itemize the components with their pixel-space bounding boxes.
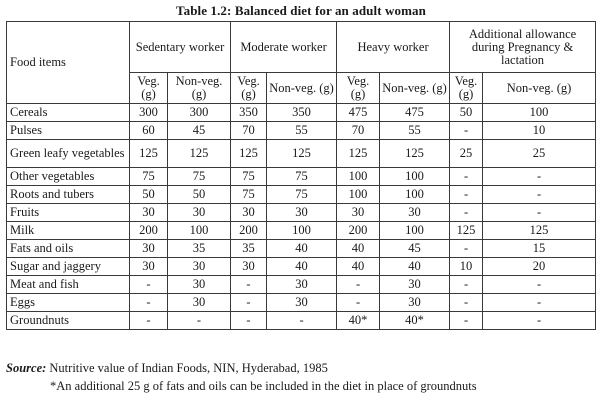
header-additional-allowance: Additional allowance during Pregnancy & lactation [450, 22, 596, 73]
cell: - [450, 312, 483, 330]
table-row [7, 312, 596, 330]
row-label: Milk [7, 222, 130, 240]
table-row [7, 294, 596, 312]
cell: 40 [337, 258, 380, 276]
cell: 125 [130, 140, 168, 168]
header-nonveg: Non-veg. (g) [380, 73, 450, 104]
cell: 40 [337, 240, 380, 258]
cell: 40 [267, 258, 337, 276]
cell: 75 [231, 168, 267, 186]
cell: 25 [450, 140, 483, 168]
cell: 475 [380, 104, 450, 122]
cell: 30 [337, 204, 380, 222]
cell: 100 [380, 168, 450, 186]
cell: 125 [231, 140, 267, 168]
cell: 200 [130, 222, 168, 240]
cell: - [231, 312, 267, 330]
cell: 60 [130, 122, 168, 140]
cell: 50 [130, 186, 168, 204]
cell: 50 [450, 104, 483, 122]
cell: - [450, 204, 483, 222]
header-moderate-worker: Moderate worker [231, 22, 337, 73]
header-veg: Veg. (g) [450, 73, 483, 104]
cell: 40* [380, 312, 450, 330]
row-label: Eggs [7, 294, 130, 312]
cell: 350 [231, 104, 267, 122]
row-label: Meat and fish [7, 276, 130, 294]
cell: 100 [267, 222, 337, 240]
header-heavy-worker: Heavy worker [337, 22, 450, 73]
cell: 100 [380, 186, 450, 204]
source-text: Nutritive value of Indian Foods, NIN, Hyderabad, 1985 [49, 361, 328, 375]
cell: 30 [231, 204, 267, 222]
cell: 125 [337, 140, 380, 168]
cell: 30 [130, 258, 168, 276]
table-row [7, 276, 596, 294]
cell: - [450, 276, 483, 294]
cell: 55 [267, 122, 337, 140]
cell: - [130, 312, 168, 330]
cell: 30 [380, 294, 450, 312]
cell: 30 [267, 294, 337, 312]
cell: - [483, 312, 596, 330]
cell: - [267, 312, 337, 330]
table-row [7, 168, 596, 186]
cell: - [337, 294, 380, 312]
cell: 15 [483, 240, 596, 258]
table-body [7, 104, 596, 330]
cell: - [450, 186, 483, 204]
cell: - [337, 276, 380, 294]
cell: - [483, 186, 596, 204]
cell: 350 [267, 104, 337, 122]
row-label: Fruits [7, 204, 130, 222]
cell: 300 [130, 104, 168, 122]
cell: 475 [337, 104, 380, 122]
row-label: Roots and tubers [7, 186, 130, 204]
cell: - [450, 122, 483, 140]
cell: 30 [168, 276, 231, 294]
cell: 40 [267, 240, 337, 258]
source-line [6, 361, 328, 376]
header-nonveg: Non-veg. (g) [168, 73, 231, 104]
row-label: Sugar and jaggery [7, 258, 130, 276]
cell: 20 [483, 258, 596, 276]
row-label: Green leafy vegetables [7, 140, 130, 168]
cell: 100 [337, 168, 380, 186]
cell: 30 [168, 258, 231, 276]
cell: 10 [450, 258, 483, 276]
cell: 75 [168, 168, 231, 186]
cell: 100 [380, 222, 450, 240]
cell: - [130, 294, 168, 312]
table-row [7, 140, 596, 168]
cell: 35 [231, 240, 267, 258]
header-sedentary-worker: Sedentary worker [130, 22, 231, 73]
row-label: Other vegetables [7, 168, 130, 186]
cell: 30 [168, 204, 231, 222]
cell: 30 [168, 294, 231, 312]
cell: 100 [168, 222, 231, 240]
cell: - [231, 276, 267, 294]
cell: 25 [483, 140, 596, 168]
cell: 200 [337, 222, 380, 240]
cell: - [483, 204, 596, 222]
cell: - [483, 276, 596, 294]
cell: 125 [168, 140, 231, 168]
table-row [7, 240, 596, 258]
row-label: Pulses [7, 122, 130, 140]
table-row [7, 258, 596, 276]
cell: 30 [267, 204, 337, 222]
cell: - [483, 168, 596, 186]
header-veg: Veg. (g) [130, 73, 168, 104]
source-label: Source: [6, 361, 47, 375]
table-row [7, 204, 596, 222]
cell: 30 [380, 204, 450, 222]
cell: 75 [130, 168, 168, 186]
footnote: *An additional 25 g of fats and oils can be included in the diet in place of groundnuts [50, 379, 477, 393]
cell: 70 [337, 122, 380, 140]
cell: 75 [231, 186, 267, 204]
cell: - [231, 294, 267, 312]
cell: 45 [380, 240, 450, 258]
cell: 30 [130, 240, 168, 258]
cell: 100 [483, 104, 596, 122]
cell: - [130, 276, 168, 294]
cell: - [450, 168, 483, 186]
cell: 200 [231, 222, 267, 240]
cell: 75 [267, 168, 337, 186]
row-label: Cereals [7, 104, 130, 122]
table-row [7, 122, 596, 140]
cell: 40* [337, 312, 380, 330]
cell: 75 [267, 186, 337, 204]
cell: 70 [231, 122, 267, 140]
cell: 55 [380, 122, 450, 140]
cell: 30 [267, 276, 337, 294]
cell: 125 [450, 222, 483, 240]
header-nonveg: Non-veg. (g) [267, 73, 337, 104]
header-veg: Veg. (g) [231, 73, 267, 104]
row-label: Fats and oils [7, 240, 130, 258]
cell: 50 [168, 186, 231, 204]
cell: 300 [168, 104, 231, 122]
table-row [7, 186, 596, 204]
cell: - [450, 294, 483, 312]
cell: 30 [231, 258, 267, 276]
cell: 30 [380, 276, 450, 294]
row-label: Groundnuts [7, 312, 130, 330]
cell: 125 [267, 140, 337, 168]
cell: - [168, 312, 231, 330]
header-veg: Veg. (g) [337, 73, 380, 104]
header-nonveg: Non-veg. (g) [483, 73, 596, 104]
cell: - [483, 294, 596, 312]
balanced-diet-table [6, 21, 596, 330]
cell: 125 [483, 222, 596, 240]
cell: 35 [168, 240, 231, 258]
cell: 45 [168, 122, 231, 140]
cell: - [450, 240, 483, 258]
header-food-items: Food items [7, 22, 130, 104]
cell: 100 [337, 186, 380, 204]
cell: 30 [130, 204, 168, 222]
table-row [7, 104, 596, 122]
table-title: Table 1.2: Balanced diet for an adult woman [176, 3, 426, 18]
cell: 40 [380, 258, 450, 276]
table-row [7, 222, 596, 240]
cell: 10 [483, 122, 596, 140]
cell: 125 [380, 140, 450, 168]
